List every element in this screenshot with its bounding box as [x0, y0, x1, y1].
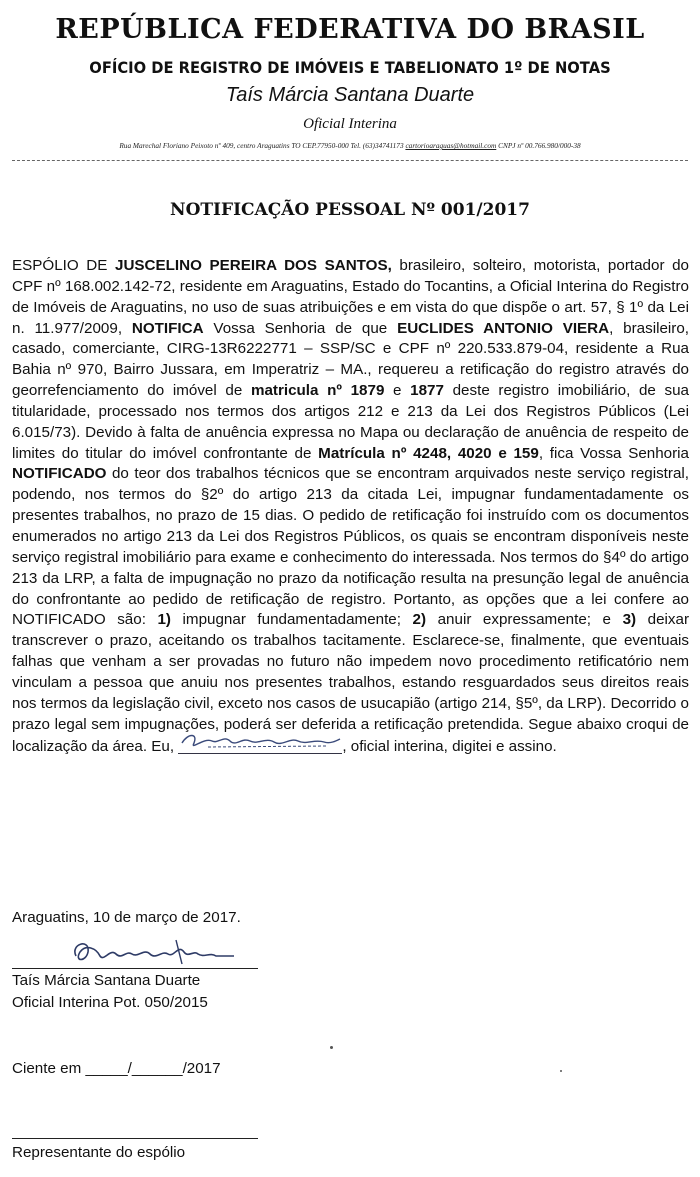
body-text: , oficial interina, digitei e assino. — [342, 738, 557, 756]
body-bold: 1877 — [410, 382, 444, 400]
office-address: Rua Marechal Floriano Peixoto nº 409, centro Araguatins TO CEP.77950-000 Tel. (63)34741173 — [119, 141, 404, 150]
body-text: brasileiro, solteiro, motorista, portador do CPF nº 168.002.142-72, residente em Araguatins, Estado do Tocantins, a Oficial Interina do Registro de Imóveis de Araguatins, no uso de suas atribuições e em vista do que dispõe o art. 57, § 1º da Lei n. 11.977/2009, — [12, 257, 689, 337]
representative-label: Representante do espólio — [12, 1144, 186, 1161]
officer-role: Oficial Interina — [303, 116, 397, 132]
inline-signature — [178, 735, 342, 754]
document-title: NOTIFICAÇÃO PESSOAL Nº 001/2017 — [170, 200, 530, 220]
body-text: Vossa Senhoria de que — [203, 319, 398, 337]
body-bold: NOTIFICADO — [12, 465, 107, 483]
scan-speck — [330, 1046, 333, 1049]
representative-signature-line — [12, 1138, 258, 1139]
body-bold: 3) — [622, 611, 637, 629]
ciente-date-field: Ciente em _____/______/2017 — [12, 1060, 221, 1077]
body-bold: 2) — [412, 611, 427, 629]
notification-body — [12, 256, 689, 758]
officer-signature-icon — [66, 934, 246, 970]
body-text: deste registro imobiliário, de sua titularidade, processado nos termos dos artigos 212 e 213 da Lei dos Registros Públicos (Lei 6.015/73). Devido à falta de anuência expressa no Mapa ou declaração de anuência de respeito de limites do titular do imóvel confrontante de — [12, 382, 689, 462]
scan-speck — [560, 1070, 562, 1072]
body-text: do teor dos trabalhos técnicos que se encontram arquivados neste serviço registral, podendo, nos termos do §2º do artigo 213 da citada Lei, impugnar fundamentadamente os presentes trabalhos, no prazo de 15 dias. O pedido de retificação foi instruído com os documentos enumerados no artigo 213 da Lei dos Registros Públicos, os quais se encontram disponíveis neste serviço registral imobiliário para exame e conhecimento do interessada. Nos termos do §4º do artigo 213 da LRP, a falta de impugnação no prazo da notificação resulta na presunção legal de anuência do confrontante ao pedido de retificação de registro. Portanto, as opções que a lei confere ao NOTIFICADO são: — [12, 465, 689, 629]
body-text: , fica Vossa Senhoria — [538, 444, 689, 462]
body-bold: matricula nº 1879 — [250, 382, 385, 400]
office-email-link[interactable]: cartorioaraguas@hotmail.com — [405, 141, 497, 150]
signatory-name: Taís Márcia Santana Duarte — [12, 972, 201, 989]
body-bold: EUCLIDES ANTONIO VIERA — [397, 319, 610, 337]
body-bold: 1) — [157, 611, 171, 629]
body-bold: JUSCELINO PEREIRA DOS SANTOS, — [115, 257, 392, 274]
body-text: impugnar fundamentadamente; — [171, 611, 413, 629]
header-divider — [12, 160, 688, 161]
body-bold: NOTIFICA — [131, 319, 204, 337]
body-text: , brasileiro, casado, comerciante, CIRG-13R6222771 – SSP/SC e CPF nº 220.533.879-04, residente a Rua Bahia nº 970, Bairro Jussara, em Imperatriz – MA., requereu a retificação do registro através do georrefenciamento do imóvel de — [12, 319, 690, 400]
body-text: anuir expressamente; e — [426, 611, 623, 629]
signature-line — [12, 968, 258, 969]
office-cnpj: CNPJ nº 00.766.980/000-38 — [498, 141, 581, 150]
body-text: e — [384, 382, 411, 400]
handwritten-signature-icon — [178, 729, 342, 753]
body-text: deixar transcrever o prazo, aceitando os trabalhos tacitamente. Esclarece-se, finalmente, que eventuais falhas que venham a ser provadas no futuro não impedem novo procedimento retificatório nem vinculam a pessoa que anuiu nos presentes trabalhos, estando resguardados seus direitos reais nos termos da legislação civil, exceto nos casos de usucapião (artigo 214, §5º, da LRP). Decorrido o prazo legal sem impugnações, poderá ser deferida a retificação pretendida. Segue abaixo croqui de localização da área. Eu, — [12, 611, 690, 756]
place-date: Araguatins, 10 de março de 2017. — [12, 909, 241, 926]
signatory-role: Oficial Interina Pot. 050/2015 — [12, 994, 208, 1011]
office-heading: OFÍCIO DE REGISTRO DE IMÓVEIS E TABELIONATO 1º DE NOTAS — [89, 58, 611, 77]
body-text: ESPÓLIO DE — [12, 257, 115, 274]
republic-heading: REPÚBLICA FEDERATIVA DO BRASIL — [55, 14, 645, 45]
office-address-line — [0, 141, 700, 150]
body-bold: Matrícula nº 4248, 4020 e 159 — [318, 444, 539, 462]
officer-name: Taís Márcia Santana Duarte — [225, 84, 475, 106]
